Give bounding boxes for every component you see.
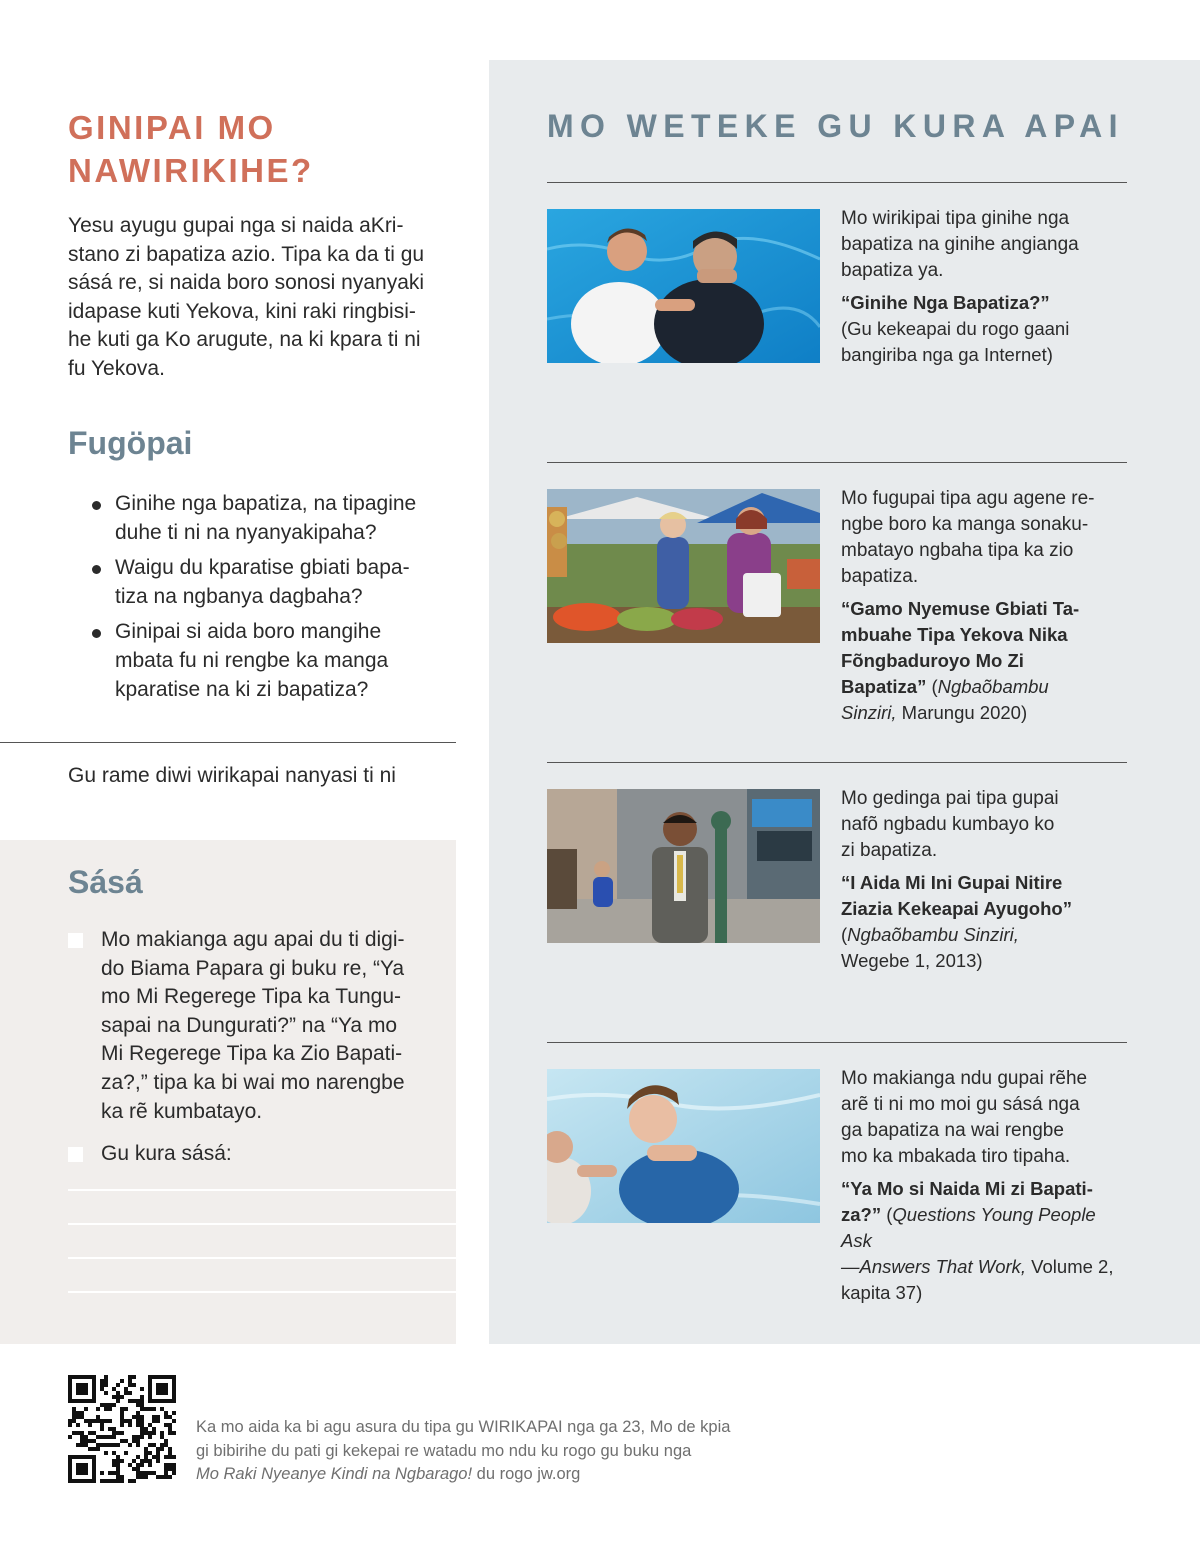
why-body-line: idapase kuti Yekova, kini raki ringbisi- xyxy=(68,299,416,323)
bullet-icon xyxy=(92,501,101,510)
footer-note: Ka mo aida ka bi agu asura du tipa gu WIRIKAPAI nga ga 23, Mo de kpia gi bibirihe du pati gi kekepai re watadu mo ndu ku rogo gu buku nga Mo Raki Nyeanye Kindi na Ngbarago! du rogo jw.org xyxy=(196,1418,731,1483)
review-question: Ginipai si aida boro mangihe mbata fu ni rengbe ka manga kparatise na ki zi bapatiza? xyxy=(90,618,460,704)
why-body-line: stano zi bapatiza azio. Tipa ka da ti gu xyxy=(68,242,425,266)
market-conversation-photo xyxy=(547,489,820,643)
baptism-in-pool-photo xyxy=(547,209,820,363)
checkbox[interactable] xyxy=(68,933,83,948)
think-prompt: Gu rame diwi wirikapai nanyasi ti ni xyxy=(68,764,396,787)
man-walking-city-photo xyxy=(547,789,820,943)
why-body-line: fu Yekova. xyxy=(68,356,165,380)
try-item-text: Gu kura sásá: xyxy=(101,1142,232,1165)
why-title-line-2: NAWIRIKIHE? xyxy=(68,152,314,189)
write-in-line[interactable] xyxy=(68,1189,456,1191)
entry-reference[interactable]: “Ya Mo si Naida Mi zi Bapati- za?” (Questions Young People Ask —Answers That Work, Volume 2, kapita 37) xyxy=(841,1178,1114,1303)
resource-entry xyxy=(841,206,1131,368)
qr-code[interactable] xyxy=(68,1375,176,1483)
why-title-line-1: GINIPAI MO xyxy=(68,109,276,146)
entry-description: Mo wirikipai tipa ginihe nga bapatiza na ginihe angianga bapatiza ya. xyxy=(841,208,1079,281)
divider xyxy=(547,1042,1127,1043)
divider xyxy=(0,742,456,743)
write-in-line[interactable] xyxy=(68,1257,456,1259)
try-heading: Sásá xyxy=(68,864,143,900)
review-questions-list xyxy=(90,490,460,711)
review-question: Waigu du kparatise gbiati bapa- tiza na ngbanya dagbaha? xyxy=(90,554,460,611)
more-heading: MO WETEKE GU KURA APAI xyxy=(547,108,1124,144)
entry-description: Mo fugupai tipa agu agene re- ngbe boro ka manga sonaku- mbatayo ngbaha tipa ka zio bapatiza. xyxy=(841,488,1095,587)
section-title-why xyxy=(68,106,448,192)
entry-description: Mo gedinga pai tipa gupai nafõ ngbadu kumbayo ko zi bapatiza. xyxy=(841,788,1059,861)
divider xyxy=(547,182,1127,183)
bullet-icon xyxy=(92,565,101,574)
review-heading: Fugöpai xyxy=(68,425,193,461)
entry-reference[interactable]: “Gamo Nyemuse Gbiati Ta- mbuahe Tipa Yekova Nika Fõngbaduroyo Mo Zi Bapatiza” (Ngbaõbambu Sinziri, Marungu 2020) xyxy=(841,598,1080,723)
why-body-line: sásá re, si naida boro sonosi nyanyaki xyxy=(68,271,425,295)
entry-reference[interactable]: “Ginihe Nga Bapatiza?” (Gu kekeapai du rogo gaani bangiriba nga ga Internet) xyxy=(841,292,1070,365)
resource-entry xyxy=(841,786,1131,974)
young-woman-baptized-photo xyxy=(547,1069,820,1223)
why-body-paragraph xyxy=(68,212,460,384)
resource-entry xyxy=(841,1066,1131,1306)
entry-description: Mo makianga ndu gupai rẽhe arẽ ti ni mo moi gu sásá nga ga bapatiza na wai rengbe mo ka mbakada tiro tipaha. xyxy=(841,1068,1088,1167)
bullet-icon xyxy=(92,629,101,638)
write-in-line[interactable] xyxy=(68,1291,456,1293)
checkbox[interactable] xyxy=(68,1147,83,1162)
try-item-text: Mo makianga agu apai du ti digi- do Biama Papara gi buku re, “Ya mo Mi Regerege Tipa ka Tungu- sapai na Dungurati?” na “Ya mo Mi Regerege Tipa ka Zio Bapati- za?,” tipa ka bi wai mo narengbe ka rẽ kumbatayo. xyxy=(101,928,405,1123)
why-body-line: Yesu ayugu gupai nga si naida aKri- xyxy=(68,214,404,237)
write-in-line[interactable] xyxy=(68,1223,456,1225)
divider xyxy=(547,762,1127,763)
entry-reference[interactable]: “I Aida Mi Ini Gupai Nitire Ziazia Kekeapai Ayugoho” (Ngbaõbambu Sinziri, Wegebe 1, 2013) xyxy=(841,872,1072,971)
why-body-line: he kuti ga Ko arugute, na ki kpara ti ni xyxy=(68,328,421,352)
divider xyxy=(547,462,1127,463)
review-question: Ginihe nga bapatiza, na tipagine duhe ti ni na nyanyakipaha? xyxy=(90,490,460,547)
resource-entry xyxy=(841,486,1131,726)
